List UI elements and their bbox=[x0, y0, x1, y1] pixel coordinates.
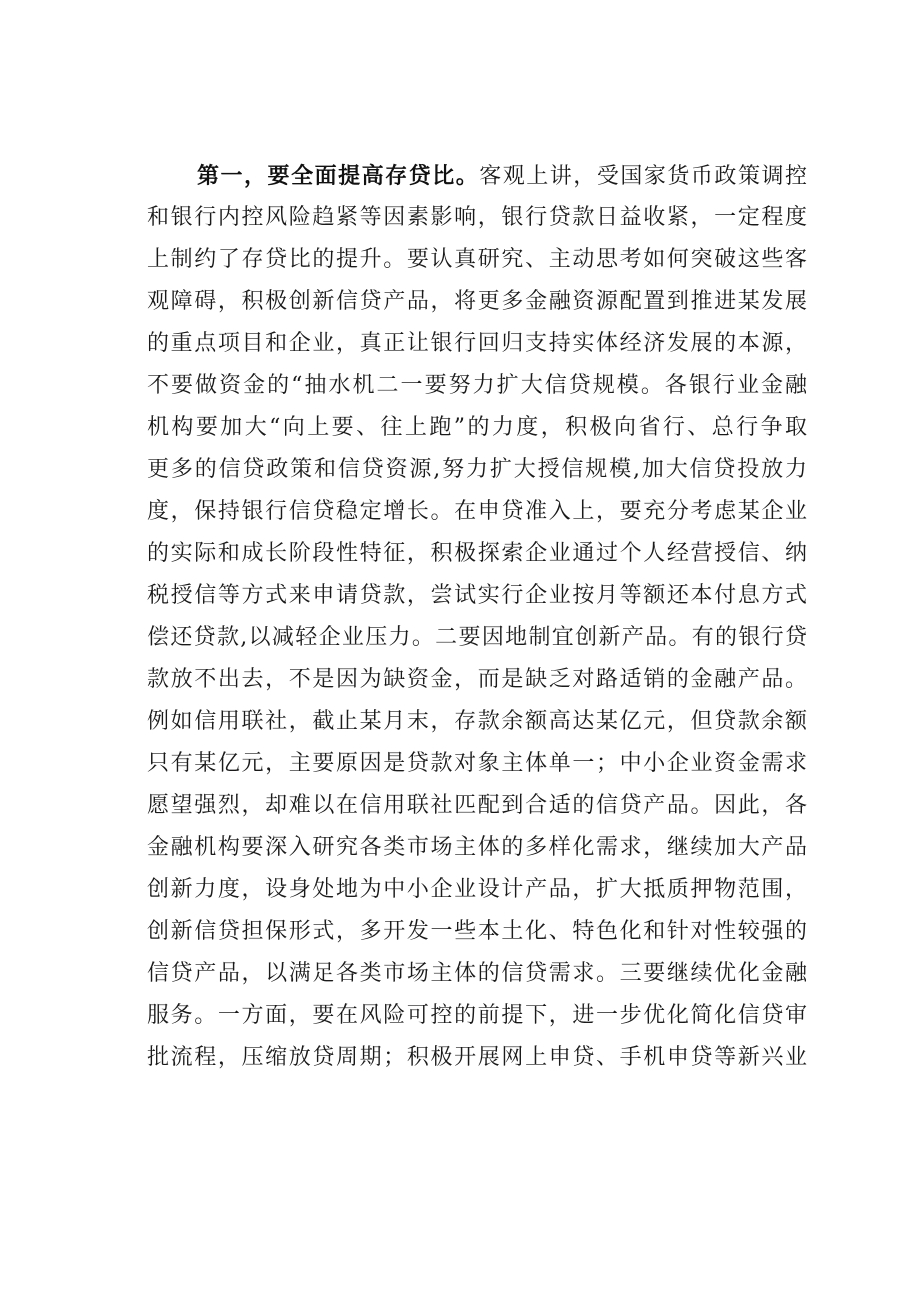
text-line: 偿还贷款,以减轻企业压力。二要因地制宜创新产品。有的银行贷 bbox=[147, 625, 807, 650]
text-line: 款放不出去，不是因为缺资金，而是缺乏对路适销的金融产品。 bbox=[147, 667, 807, 692]
text-line: 更多的信贷政策和信贷资源,努力扩大授信规模,加大信贷投放力 bbox=[147, 457, 807, 482]
text-line: 度，保持银行信贷稳定增长。在申贷准入上，要充分考虑某企业 bbox=[147, 499, 807, 524]
paragraph-first-line bbox=[147, 155, 807, 197]
text-line: 愿望强烈，却难以在信用联社匹配到合适的信贷产品。因此，各 bbox=[147, 793, 807, 818]
text-line: 机构要加大“向上要、往上跑”的力度，积极向省行、总行争取 bbox=[147, 415, 807, 440]
text-line: 上制约了存贷比的提升。要认真研究、主动思考如何突破这些客 bbox=[147, 247, 807, 272]
text-line: 税授信等方式来申请贷款，尝试实行企业按月等额还本付息方式 bbox=[147, 583, 807, 608]
text-line: 不要做资金的“抽水机二一要努力扩大信贷规模。各银行业金融 bbox=[147, 373, 807, 398]
text-line: 只有某亿元，主要原因是贷款对象主体单一；中小企业资金需求 bbox=[147, 751, 807, 776]
text-line: 例如信用联社，截止某月末，存款余额高达某亿元，但贷款余额 bbox=[147, 709, 807, 734]
text-line: 金融机构要深入研究各类市场主体的多样化需求，继续加大产品 bbox=[147, 835, 807, 860]
text-line: 的重点项目和企业，真正让银行回归支持实体经济发展的本源， bbox=[147, 331, 807, 356]
text-line: 信贷产品，以满足各类市场主体的信贷需求。三要继续优化金融 bbox=[147, 961, 807, 986]
text-line: 创新信贷担保形式，多开发一些本土化、特色化和针对性较强的 bbox=[147, 919, 807, 944]
first-line-text: 客观上讲，受国家货币政策调控 bbox=[479, 164, 807, 189]
inline-heading: 第一，要全面提高存贷比。 bbox=[197, 163, 480, 189]
text-line: 观障碍，积极创新信贷产品，将更多金融资源配置到推进某发展 bbox=[147, 289, 807, 314]
text-line: 服务。一方面，要在风险可控的前提下，进一步优化简化信贷审 bbox=[147, 1003, 807, 1028]
text-line: 的实际和成长阶段性特征，积极探索企业通过个人经营授信、纳 bbox=[147, 541, 807, 566]
text-line: 创新力度，设身处地为中小企业设计产品，扩大抵质押物范围， bbox=[147, 877, 807, 902]
text-line: 和银行内控风险趋紧等因素影响，银行贷款日益收紧，一定程度 bbox=[147, 205, 807, 230]
text-line: 批流程，压缩放贷周期；积极开展网上申贷、手机申贷等新兴业 bbox=[147, 1045, 807, 1070]
body-paragraph bbox=[147, 155, 807, 1079]
